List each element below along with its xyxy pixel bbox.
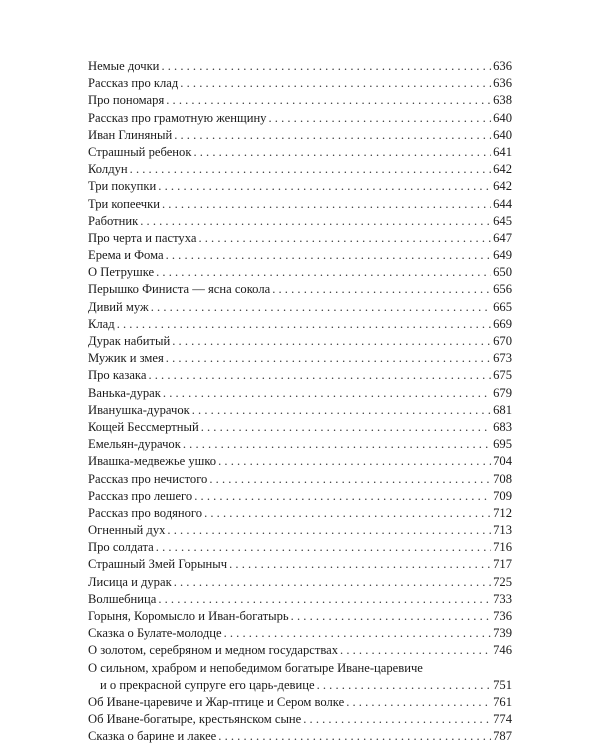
toc-entry[interactable] (88, 110, 512, 127)
dot-leader (166, 350, 491, 367)
toc-entry-page-number: 645 (493, 213, 512, 228)
toc-entry-title: Об Иване-царевиче и Жар-птице и Сером волке (88, 694, 345, 709)
toc-entry-page-number: 642 (493, 162, 512, 177)
toc-entry-title: и о прекрасной супруге его царь-девице (100, 677, 315, 692)
toc-entry[interactable] (88, 556, 512, 573)
toc-entry-page-number: 716 (493, 540, 512, 555)
toc-entry-title: Дивий муж (88, 299, 149, 314)
toc-entry-title: Страшный ребенок (88, 144, 192, 159)
toc-entry-page-number: 644 (493, 196, 512, 211)
toc-entry-title: Рассказ про клад (88, 76, 179, 91)
toc-entry[interactable] (88, 436, 512, 453)
dot-leader (291, 608, 491, 625)
toc-entry-page-number: 704 (493, 454, 512, 469)
toc-entry[interactable] (88, 471, 512, 488)
toc-entry[interactable] (88, 385, 512, 402)
dot-leader (340, 642, 491, 659)
toc-entry-title: Иванушка-дурачок (88, 402, 190, 417)
toc-entry-title: О золотом, серебряном и медном государствах (88, 643, 339, 658)
toc-entry[interactable] (88, 299, 512, 316)
dot-leader (272, 281, 491, 298)
toc-entry-title: Три покупки (88, 179, 157, 194)
toc-entry-page-number: 709 (493, 488, 512, 503)
table-of-contents (88, 58, 512, 746)
dot-leader (158, 178, 491, 195)
toc-entry-title: Горыня, Коромысло и Иван-богатырь (88, 609, 289, 623)
toc-entry-title: Клад (88, 316, 115, 331)
toc-entry-title: Перышко Финиста — ясна сокола (88, 282, 271, 297)
dot-leader (117, 316, 491, 333)
dot-leader (167, 522, 491, 539)
toc-entry-page-number: 761 (493, 694, 512, 709)
toc-entry-page-number: 650 (493, 265, 512, 280)
toc-entry[interactable] (88, 574, 512, 591)
toc-entry[interactable] (88, 333, 512, 350)
toc-entry-multiline-second[interactable] (88, 677, 512, 694)
toc-entry-page-number: 656 (493, 282, 512, 297)
toc-entry[interactable] (88, 127, 512, 144)
dot-leader (224, 625, 492, 642)
dot-leader (166, 92, 491, 109)
toc-entry-title: Рассказ про нечистого (88, 471, 208, 486)
toc-entry-page-number: 712 (493, 505, 512, 520)
toc-entry[interactable] (88, 453, 512, 470)
toc-entry-page-number: 640 (493, 110, 512, 125)
toc-entry-page-number: 638 (493, 93, 512, 108)
toc-entry[interactable] (88, 316, 512, 333)
dot-leader (303, 711, 491, 728)
toc-entry-title: Работник (88, 213, 139, 228)
toc-entry-page-number: 673 (493, 351, 512, 366)
toc-entry-page-number: 636 (493, 76, 512, 91)
dot-leader (163, 385, 491, 402)
toc-entry[interactable] (88, 281, 512, 298)
dot-leader (204, 505, 491, 522)
toc-entry-title: Огненный дух (88, 523, 166, 538)
toc-entry-title: Дурак набитый (88, 334, 171, 348)
toc-entry-page-number: 679 (493, 385, 512, 400)
toc-entry-page-number: 787 (493, 729, 512, 744)
toc-entry[interactable] (88, 92, 512, 109)
dot-leader (194, 488, 491, 505)
toc-entry-page-number: 736 (493, 609, 512, 623)
toc-entry[interactable] (88, 419, 512, 436)
toc-entry[interactable] (88, 264, 512, 281)
toc-entry-page-number: 669 (493, 316, 512, 331)
toc-entry[interactable] (88, 402, 512, 419)
toc-entry-title: Рассказ про водяного (88, 505, 203, 520)
dot-leader (151, 299, 491, 316)
toc-entry-title: Сказка о барине и лакее (88, 729, 217, 744)
toc-entry-page-number: 665 (493, 299, 512, 314)
dot-leader (193, 144, 491, 161)
toc-entry-page-number: 683 (493, 419, 512, 434)
toc-entry-page-number: 746 (493, 643, 512, 658)
toc-entry[interactable] (88, 367, 512, 384)
toc-entry[interactable] (88, 161, 512, 178)
dot-leader (192, 402, 491, 419)
toc-entry-page-number: 739 (493, 626, 512, 641)
toc-entry-title: Ерема и Фома (88, 248, 164, 263)
toc-entry-title: Сказка о Булате-молодце (88, 626, 222, 641)
dot-leader (174, 127, 491, 144)
toc-entry-page-number: 649 (493, 248, 512, 263)
toc-entry-title: Про черта и пастуха (88, 230, 197, 245)
dot-leader (346, 694, 491, 711)
toc-entry-page-number: 751 (493, 677, 512, 692)
toc-entry-title: О Петрушке (88, 265, 155, 280)
dot-leader (317, 677, 492, 694)
toc-entry[interactable] (88, 230, 512, 247)
toc-entry-title: Лисица и дурак (88, 574, 172, 589)
toc-entry-page-number: 708 (493, 471, 512, 486)
dot-leader (156, 264, 491, 281)
dot-leader (268, 110, 491, 127)
dot-leader (130, 161, 491, 178)
toc-entry-title: Колдун (88, 162, 128, 177)
toc-entry-page-number: 774 (493, 712, 512, 727)
toc-entry[interactable] (88, 728, 512, 745)
dot-leader (140, 213, 491, 230)
toc-entry-title: Про казака (88, 368, 147, 383)
toc-entry-page-number: 640 (493, 127, 512, 142)
toc-entry[interactable] (88, 505, 512, 522)
dot-leader (166, 247, 492, 264)
toc-entry-page-number: 641 (493, 144, 512, 159)
dot-leader (148, 367, 491, 384)
toc-entry-multiline-first[interactable] (88, 660, 512, 677)
toc-entry[interactable] (88, 213, 512, 230)
toc-entry-title: Про пономаря (88, 93, 165, 108)
toc-entry-page-number: 636 (493, 59, 512, 73)
toc-entry-page-number: 642 (493, 179, 512, 194)
toc-entry[interactable] (88, 350, 512, 367)
dot-leader (158, 591, 491, 608)
toc-entry-page-number: 713 (493, 523, 512, 538)
toc-entry[interactable] (88, 58, 512, 75)
toc-entry[interactable] (88, 488, 512, 505)
toc-entry-title: Иван Глиняный (88, 127, 173, 142)
dot-leader (172, 333, 491, 350)
toc-entry[interactable] (88, 144, 512, 161)
toc-entry-title: О сильном, храбром и непобедимом богатыре Иване-царевиче (88, 660, 423, 675)
toc-entry-title: Страшный Змей Горыныч (88, 557, 228, 572)
dot-leader (218, 453, 491, 470)
toc-entry[interactable] (88, 625, 512, 642)
dot-leader (180, 75, 491, 92)
toc-entry-title: Емельян-дурачок (88, 437, 181, 452)
toc-entry[interactable] (88, 642, 512, 659)
toc-entry-title: Про солдата (88, 540, 154, 555)
toc-entry-page-number: 695 (493, 437, 512, 452)
toc-entry-title: Ванька-дурак (88, 385, 161, 400)
toc-entry[interactable] (88, 247, 512, 264)
toc-entry-title: Три копеечки (88, 196, 160, 211)
dot-leader (229, 556, 491, 573)
dot-leader (198, 230, 491, 247)
toc-entry-page-number: 725 (493, 574, 512, 589)
toc-entry-title: Мужик и змея (88, 351, 164, 366)
toc-entry-page-number: 675 (493, 368, 512, 383)
toc-entry-page-number: 670 (493, 334, 512, 348)
dot-leader (201, 419, 491, 436)
toc-entry-title: Кощей Бессмертный (88, 419, 199, 434)
toc-entry-title: Волшебница (88, 591, 157, 606)
dot-leader (218, 728, 491, 745)
toc-entry[interactable] (88, 522, 512, 539)
dot-leader (174, 574, 491, 591)
toc-entry-page-number: 681 (493, 402, 512, 417)
toc-entry-page-number: 647 (493, 230, 512, 245)
toc-entry-title: Рассказ про лешего (88, 488, 193, 503)
toc-entry[interactable] (88, 178, 512, 195)
dot-leader (183, 436, 491, 453)
dot-leader (209, 471, 491, 488)
toc-entry-page-number: 733 (493, 591, 512, 606)
toc-entry[interactable] (88, 196, 512, 213)
dot-leader (162, 196, 491, 213)
dot-leader (156, 539, 491, 556)
toc-entry-page-number: 717 (493, 557, 512, 572)
toc-entry[interactable] (88, 75, 512, 92)
toc-entry-title: Немые дочки (88, 59, 160, 73)
toc-entry-title: Ивашка-медвежье ушко (88, 454, 217, 469)
toc-entry-title: Рассказ про грамотную женщину (88, 110, 267, 125)
dot-leader (161, 58, 491, 75)
toc-entry-title: Об Иване-богатыре, крестьянском сыне (88, 712, 302, 727)
toc-entry[interactable] (88, 539, 512, 556)
toc-entry[interactable] (88, 694, 512, 711)
toc-entry[interactable] (88, 711, 512, 728)
toc-entry[interactable] (88, 591, 512, 608)
toc-entry[interactable] (88, 608, 512, 625)
